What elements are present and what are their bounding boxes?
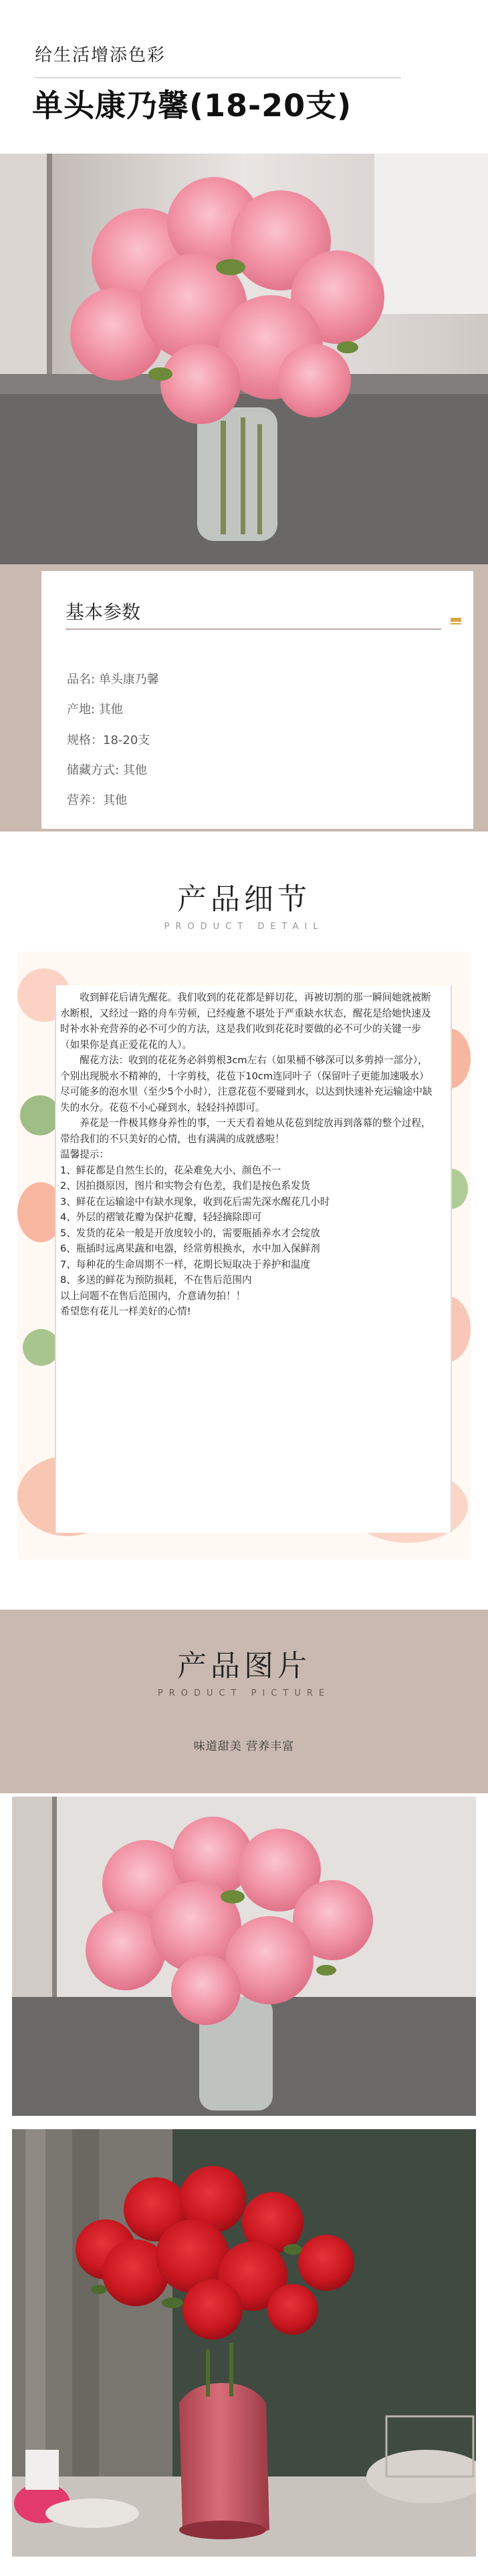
param-row-storage: 储藏方式: 其他 [67,763,147,777]
pink-carnation-illustration [0,154,488,564]
header-subtitle: 给生活增添色彩 [35,45,166,65]
detail-tip: 6、瓶插时远离果蔬和电器，经常剪根换水，水中加入保鲜剂 [60,1243,320,1254]
detail-tip: 2、因拍摄原因，图片和实物会有色差，我们是按色系发货 [60,1180,311,1191]
header-divider [35,77,401,78]
detail-paragraph: 养花是一件极其修身养性的事，一天天看着她从花苞到绽放再到落幕的整个过程，带给我们的不只美好的心情，也有满满的成就感啦！ [60,1117,431,1145]
detail-closing: 希望您有花儿一样美好的心情! [60,1306,191,1317]
product-header [0,0,488,154]
detail-heading-en: PRODUCT DETAIL [164,922,324,932]
photo-frame [12,1797,476,2116]
picture-heading-en: PRODUCT PICTURE [157,1688,331,1698]
detail-paragraph: 收到鲜花后请先醒花。我们收到的花花都是鲜切花，再被切割的那一瞬间她就被断水断根，又经过一路的舟车劳顿，已经瘦惫不堪处于严重缺水状态，醒花是给她快速及时补水补充营养的必不可少的方法，这是我们收到花花时要做的必不可少的关键一步（如果你是真正爱花花的人）。 [60,992,431,1051]
red-carnation-vase-photo [12,2129,476,2557]
product-detail-section [0,835,488,1583]
pink-carnation-photo [12,1797,476,2116]
leaf-decoration [23,1329,59,1366]
detail-tip: 7、每种花的生命周期不一样，花期长短取决于养护和温度 [60,1258,311,1270]
detail-tip: 8、多送的鲜花为预防损耗，不在售后范围内 [60,1274,252,1286]
params-title: 基本参数 [66,601,141,623]
picture-tagline: 味道甜美 营养丰富 [193,1740,295,1753]
params-card [41,571,473,829]
leaf-decoration [20,1095,60,1135]
detail-tip: 5、发货的花朵一般是开放度较小的，需要瓶插养水才会绽放 [60,1227,320,1239]
picture-heading: 产品图片 [177,1649,311,1683]
param-row-nutrition: 营养：其他 [67,793,127,807]
picture-header-band [0,1610,488,1793]
params-divider [66,628,441,630]
param-row-spec: 规格：18-20支 [67,733,150,747]
detail-tip: 3、鲜花在运输途中有缺水现象，收到花后需先深水醒花几小时 [60,1195,330,1208]
detail-tip: 4、外层的褶皱花瓣为保护花瓣，轻轻摘除即可 [60,1212,262,1223]
product-title: 单头康乃馨(18-20支) [32,87,352,124]
detail-tips-heading: 温馨提示： [60,1149,109,1160]
detail-note: 以上问题不在售后范围内，介意请勿拍！！ [60,1290,246,1302]
basic-params-section [0,564,488,832]
detail-heading: 产品细节 [177,882,311,916]
param-row-origin: 产地: 其他 [67,703,123,717]
param-row-name: 品名: 单头康乃馨 [67,673,159,687]
params-accent [451,618,461,622]
params-accent-line [451,623,461,624]
detail-paragraph: 醒花方法：收到的花花务必斜剪根3cm左右（如果桶不够深可以多剪掉一部分），个别出现脱水不精神的，十字剪枝，花苞下10cm连同叶子（保留叶子更能加速吸水）尽可能多的泡水里（至少5个小时），注意花苞不要碰到水，以达到快速补充运输途中缺失的水分。花苞不小心碰到水，轻轻抖掉即可。 [60,1055,433,1113]
hero-photo-pink-carnations [0,154,488,564]
detail-tip: 1、鲜花都是自然生长的，花朵难免大小、颜色不一 [60,1164,281,1176]
photo-frame [12,2129,476,2557]
detail-text [60,990,435,1320]
product-picture-section [0,1610,488,2576]
